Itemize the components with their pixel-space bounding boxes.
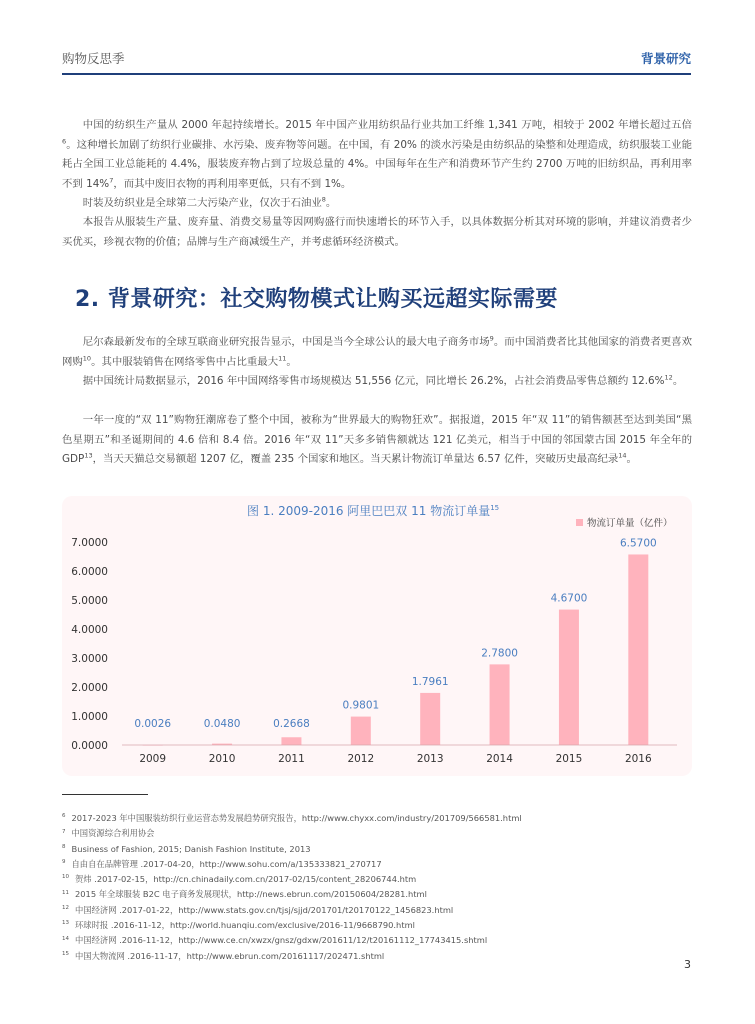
y-tick-label: 0.0000: [71, 740, 108, 752]
footnote-number: 15: [62, 950, 69, 957]
footnote-text: 2017-2023 年中国服装纺织行业运营态势发展趋势研究报告，http://www.chyxx.com/industry/201709/566581.html: [71, 813, 522, 823]
page-number: 3: [684, 958, 691, 971]
chart-container: [62, 496, 692, 776]
section-title: 2. 背景研究：社交购物模式让购买远超实际需要: [75, 287, 558, 312]
legend-label: 物流订单量（亿件）: [587, 518, 673, 529]
footnote-item: [62, 826, 702, 841]
bar-2013: [420, 693, 440, 745]
logistics-orders-chart: [62, 496, 692, 776]
y-tick-label: 7.0000: [71, 537, 108, 549]
footnotes: [62, 811, 702, 964]
footnote-ref: 14: [618, 451, 627, 460]
chart-title: [247, 503, 499, 518]
bar-value-label: 0.2668: [273, 718, 310, 730]
footnote-number: 12: [62, 905, 69, 912]
footnote-text: Business of Fashion, 2015; Danish Fashion Institute, 2013: [71, 843, 311, 854]
paragraph-report-scope: 本报告从服装生产量、废弃量、消费交易量等因网购盛行而快速增长的环节入手，以具体数据分析其对环境的影响，并建议消费者少买优买，珍视衣物的价值；品牌与生产商减缓生产，并考虑循环经济模式。: [62, 216, 692, 248]
paragraph-textile-production: 中国的纺织生产量从 2000 年起持续增长。2015 年中国产业用纺织品行业共加工纤维 1,341 万吨，相较于 2002 年增长超过五倍$^6$。这种增长加剧了纺织行业碳排、水污染、废弃物等问题。在中国，有 20% 的淡水污染是由纺织品的染整和处理造成，纺织服装工业能耗占全国工业总能耗的 4.4%，服装废弃物占到了垃圾总量的 4%。中国每年在生产和消费环节产生约 2700 万吨的旧纺织品，再利用率不到 14%$^7$，而其中废旧衣物的再利用率更低，只有不到 1%。: [62, 119, 692, 190]
header-section-name: 背景研究: [640, 51, 691, 66]
x-tick-label: 2012: [347, 753, 375, 765]
y-tick-label: 6.0000: [71, 566, 108, 578]
footnote-ref: 9: [489, 334, 494, 343]
footnote-item: [62, 872, 702, 887]
footnote-number: 6: [62, 813, 66, 820]
chart-title-text: 图 1. 2009-2016 阿里巴巴双 11 物流订单量: [247, 504, 491, 518]
footnote-text: 2015 年全球服装 B2C 电子商务发展现状，http://news.ebrun.com/20150604/28281.html: [75, 889, 427, 900]
x-tick-label: 2009: [139, 753, 167, 765]
y-tick-label: 3.0000: [71, 653, 108, 665]
footnote-number: 11: [62, 889, 69, 896]
bar-value-label: 6.5700: [619, 537, 657, 550]
footnote-item: [62, 857, 702, 872]
footnote-number: 9: [62, 859, 66, 866]
bar-2016: [628, 554, 648, 745]
x-tick-label: 2015: [555, 753, 583, 765]
x-axis: [139, 753, 652, 765]
footnote-ref: 11: [278, 354, 287, 363]
bar-value-label: 4.6700: [550, 592, 588, 605]
y-axis: [71, 537, 108, 752]
footnote-text: 环球时报 .2016-11-12，http://world.huanqiu.com/exclusive/2016-11/9668790.html: [75, 920, 415, 931]
footnote-item: [62, 949, 702, 964]
paragraph-ecommerce-market: 尼尔森最新发布的全球互联商业研究报告显示，中国是当今全球公认的最大电子商务市场$^9$。而中国消费者比其他国家的消费者更喜欢网购$^{10}$。其中服装销售在网络零售中占比重最大$^{11}$。: [62, 334, 693, 368]
y-tick-label: 1.0000: [71, 711, 108, 723]
footnote-number: 13: [62, 920, 69, 927]
paragraph-pollution-rank: 时装及纺织业是全球第二大污染产业，仅次于石油业$^8$。: [82, 195, 337, 209]
x-tick-label: 2014: [486, 753, 513, 765]
footnote-number: 14: [62, 935, 69, 942]
paragraph-online-retail-stats: 据中国统计局数据显示，2016 年中国网络零售市场规模达 51,556 亿元，同比增长 26.2%，占社会消费品零售总额约 12.6%$^{12}$。: [82, 373, 684, 387]
chart-title-footnote-ref: 15: [490, 504, 500, 512]
footnote-number: 10: [62, 874, 69, 881]
x-tick-label: 2011: [278, 753, 305, 765]
bar-2011: [281, 737, 301, 745]
y-tick-label: 5.0000: [71, 595, 108, 607]
bar-value-label: 0.0026: [134, 718, 172, 730]
paragraph-double-11: 一年一度的“双 11”购物狂潮席卷了整个中国，被称为“世界最大的购物狂欢”。据报道，2015 年“双 11”的销售额甚至达到美国“黑色星期五”和圣诞期间的 4.6 倍和 8.4 倍。2016 年“双 11”天多多销售额就达 121 亿美元，相当于中国的邻国蒙古国 2015 年全年的 GDP$^{13}$，当天天猫总交易额超 1207 亿，覆盖 235 个国家和地区。当天累计物流订单量达 6.57 亿件，突破历史最高纪录$^{14}$。: [62, 414, 692, 465]
footnote-text: 贺炜 .2017-02-15，http://cn.chinadaily.com.cn/2017-02/15/content_28206744.htm: [75, 874, 417, 885]
footnote-item: [62, 811, 702, 826]
footnote-ref: 6: [62, 137, 67, 146]
footnote-ref: 13: [84, 451, 93, 460]
footnote-text: 自由自在品牌管理 .2017-04-20，http://www.sohu.com/a/135333821_270717: [71, 858, 382, 869]
bars: [143, 554, 649, 745]
x-tick-label: 2013: [416, 753, 444, 765]
footnote-divider: [62, 794, 148, 795]
bar-2014: [490, 664, 510, 745]
x-tick-label: 2010: [208, 753, 236, 765]
bar-2015: [559, 610, 579, 745]
header-divider: [62, 73, 691, 75]
footnote-ref: 7: [109, 176, 114, 185]
footnote-number: 7: [62, 828, 66, 835]
bar-value-label: 0.9801: [342, 699, 380, 712]
footnote-text: 中国经济网 .2017-01-22，http://www.stats.gov.cn/tjsj/sjjd/201701/t20170122_1456823.html: [75, 904, 454, 915]
y-tick-label: 4.0000: [71, 624, 108, 636]
footnote-text: 中国经济网 .2016-11-12，http://www.ce.cn/xwzx/gnsz/gdxw/201611/12/t20161112_17743415.shtml: [75, 935, 488, 946]
bar-value-label: 0.0480: [203, 718, 241, 730]
footnote-ref: 12: [664, 373, 673, 382]
footnote-ref: 8: [321, 195, 326, 204]
footnote-item: [62, 933, 702, 948]
bar-2012: [351, 717, 371, 745]
footnote-item: [62, 918, 702, 933]
footnote-ref: 10: [82, 354, 92, 363]
header-report-title: 购物反思季: [62, 51, 125, 66]
footnote-number: 8: [62, 843, 66, 850]
footnote-item: [62, 887, 702, 902]
footnote-item: [62, 842, 702, 857]
footnote-text: 中国资源综合利用协会: [71, 828, 155, 839]
footnote-item: [62, 903, 702, 918]
legend-swatch: [576, 519, 583, 526]
bar-value-label: 1.7961: [411, 675, 449, 688]
footnote-text: 中国大物流网 .2016-11-17，http://www.ebrun.com/20161117/202471.shtml: [75, 950, 385, 961]
y-tick-label: 2.0000: [71, 682, 108, 694]
x-tick-label: 2016: [624, 753, 652, 765]
bar-value-label: 2.7800: [481, 647, 518, 660]
